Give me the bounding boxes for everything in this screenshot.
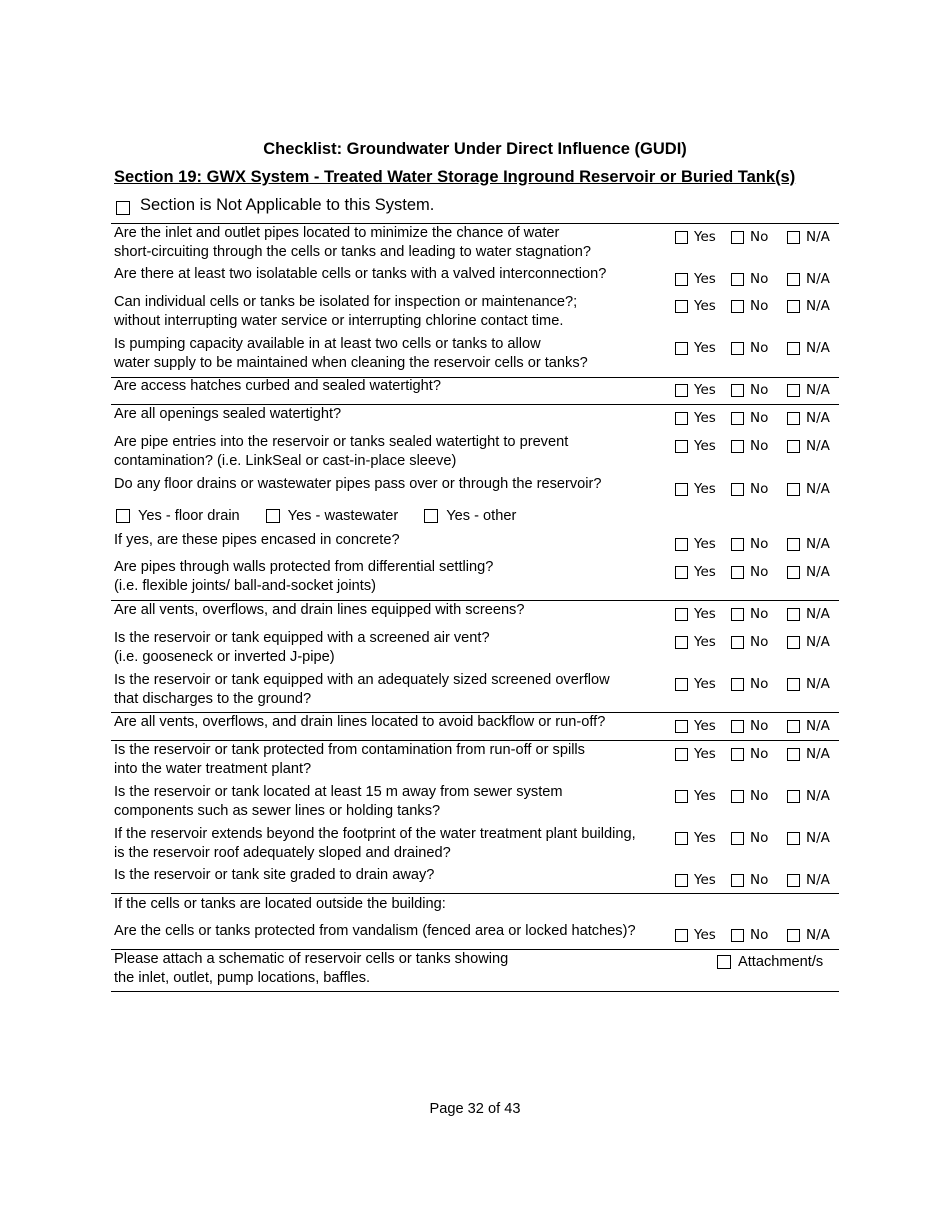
option-no[interactable] bbox=[731, 410, 768, 426]
not-applicable-option[interactable] bbox=[116, 196, 434, 215]
option-yes[interactable] bbox=[675, 481, 716, 497]
no-label: No bbox=[750, 410, 769, 426]
yes-label: Yes bbox=[694, 746, 716, 762]
no-checkbox[interactable] bbox=[731, 790, 744, 803]
yes-checkbox[interactable] bbox=[675, 929, 688, 942]
na-checkbox[interactable] bbox=[787, 636, 800, 649]
option-yes[interactable] bbox=[675, 746, 716, 762]
question-line-1: Is the reservoir or tank protected from contamination from run-off or spills bbox=[114, 742, 585, 758]
no-label: No bbox=[750, 927, 769, 943]
question-line-1: If the reservoir extends beyond the footprint of the water treatment plant building, bbox=[114, 826, 636, 842]
divider bbox=[111, 893, 839, 894]
yes-label: Yes bbox=[694, 564, 716, 580]
question-text bbox=[114, 265, 606, 284]
no-label: No bbox=[750, 382, 769, 398]
option-no[interactable] bbox=[731, 634, 768, 650]
no-checkbox[interactable] bbox=[731, 300, 744, 313]
attachment-checkbox[interactable] bbox=[717, 955, 731, 969]
no-checkbox[interactable] bbox=[731, 538, 744, 551]
na-label: N/A bbox=[806, 788, 830, 804]
yes-checkbox[interactable] bbox=[675, 300, 688, 313]
no-checkbox[interactable] bbox=[731, 929, 744, 942]
floor-drain-option[interactable] bbox=[116, 508, 240, 524]
question-text bbox=[114, 629, 490, 667]
no-label: No bbox=[750, 746, 769, 762]
option-yes[interactable] bbox=[675, 606, 716, 622]
wastewater-label: Yes - wastewater bbox=[287, 508, 399, 524]
question-line-1: Do any floor drains or wastewater pipes pass over or through the reservoir? bbox=[114, 476, 602, 492]
question-text bbox=[114, 475, 602, 494]
question-text bbox=[114, 866, 434, 885]
yes-checkbox[interactable] bbox=[675, 790, 688, 803]
yes-checkbox[interactable] bbox=[675, 483, 688, 496]
no-checkbox[interactable] bbox=[731, 384, 744, 397]
divider bbox=[111, 740, 839, 741]
option-no[interactable] bbox=[731, 298, 768, 314]
question-line-1: Is the reservoir or tank located at least 15 m away from sewer system bbox=[114, 784, 563, 800]
question-text bbox=[114, 601, 524, 620]
option-na[interactable] bbox=[787, 830, 830, 846]
divider bbox=[111, 712, 839, 713]
option-no[interactable] bbox=[731, 872, 768, 888]
option-na[interactable] bbox=[787, 298, 830, 314]
yes-checkbox[interactable] bbox=[675, 748, 688, 761]
yes-label: Yes bbox=[694, 536, 716, 552]
yes-checkbox[interactable] bbox=[675, 412, 688, 425]
no-checkbox[interactable] bbox=[731, 608, 744, 621]
na-checkbox[interactable] bbox=[787, 300, 800, 313]
question-line-2: into the water treatment plant? bbox=[114, 761, 312, 777]
no-checkbox[interactable] bbox=[731, 342, 744, 355]
no-label: No bbox=[750, 438, 769, 454]
option-na[interactable] bbox=[787, 788, 830, 804]
no-checkbox[interactable] bbox=[731, 483, 744, 496]
attach-instruction bbox=[114, 950, 508, 988]
no-label: No bbox=[750, 229, 769, 245]
option-yes[interactable] bbox=[675, 788, 716, 804]
option-na[interactable] bbox=[787, 481, 830, 497]
na-label: N/A bbox=[806, 927, 830, 943]
na-label: N/A bbox=[806, 382, 830, 398]
yes-checkbox[interactable] bbox=[675, 231, 688, 244]
question-line-1: Is the reservoir or tank equipped with an adequately sized screened overflow bbox=[114, 672, 610, 688]
option-yes[interactable] bbox=[675, 536, 716, 552]
option-yes[interactable] bbox=[675, 872, 716, 888]
no-label: No bbox=[750, 830, 769, 846]
option-na[interactable] bbox=[787, 438, 830, 454]
no-label: No bbox=[750, 536, 769, 552]
na-checkbox[interactable] bbox=[787, 929, 800, 942]
outside-building-label: If the cells or tanks are located outside the building: bbox=[114, 896, 446, 912]
divider bbox=[111, 377, 839, 378]
no-checkbox[interactable] bbox=[731, 874, 744, 887]
option-na[interactable] bbox=[787, 746, 830, 762]
question-line-1: Are all openings sealed watertight? bbox=[114, 406, 342, 422]
yes-label: Yes bbox=[694, 634, 716, 650]
question-line-2: (i.e. flexible joints/ ball-and-socket joints) bbox=[114, 578, 376, 594]
yes-label: Yes bbox=[694, 872, 716, 888]
option-no[interactable] bbox=[731, 746, 768, 762]
question-text bbox=[114, 741, 585, 779]
question-line-2: water supply to be maintained when cleaning the reservoir cells or tanks? bbox=[114, 355, 588, 371]
no-label: No bbox=[750, 606, 769, 622]
attachment-label: Attachment/s bbox=[738, 954, 824, 970]
option-no[interactable] bbox=[731, 927, 768, 943]
na-label: N/A bbox=[806, 830, 830, 846]
option-no[interactable] bbox=[731, 481, 768, 497]
na-label: N/A bbox=[806, 536, 830, 552]
yes-checkbox[interactable] bbox=[675, 636, 688, 649]
na-label: N/A bbox=[806, 746, 830, 762]
option-no[interactable] bbox=[731, 606, 768, 622]
na-label: N/A bbox=[806, 676, 830, 692]
no-label: No bbox=[750, 872, 769, 888]
na-label: N/A bbox=[806, 298, 830, 314]
question-text bbox=[114, 293, 577, 331]
na-label: N/A bbox=[806, 410, 830, 426]
option-no[interactable] bbox=[731, 718, 768, 734]
question-line-1: Are the cells or tanks protected from vandalism (fenced area or locked hatches)? bbox=[114, 923, 636, 939]
question-line-2: components such as sewer lines or holding tanks? bbox=[114, 803, 441, 819]
option-na[interactable] bbox=[787, 229, 830, 245]
yes-label: Yes bbox=[694, 340, 716, 356]
attachment-option[interactable] bbox=[717, 954, 823, 970]
question-line-1: Are all vents, overflows, and drain lines located to avoid backflow or run-off? bbox=[114, 714, 606, 730]
yes-checkbox[interactable] bbox=[675, 720, 688, 733]
na-checkbox[interactable] bbox=[787, 566, 800, 579]
option-yes[interactable] bbox=[675, 676, 716, 692]
question-line-1: If yes, are these pipes encased in concrete? bbox=[114, 532, 400, 548]
option-na[interactable] bbox=[787, 718, 830, 734]
question-text bbox=[114, 783, 563, 821]
na-label: N/A bbox=[806, 872, 830, 888]
yes-checkbox[interactable] bbox=[675, 678, 688, 691]
na-checkbox[interactable] bbox=[787, 231, 800, 244]
yes-checkbox[interactable] bbox=[675, 874, 688, 887]
na-checkbox[interactable] bbox=[787, 440, 800, 453]
na-label: N/A bbox=[806, 340, 830, 356]
option-na[interactable] bbox=[787, 606, 830, 622]
option-no[interactable] bbox=[731, 676, 768, 692]
no-checkbox[interactable] bbox=[731, 273, 744, 286]
divider bbox=[111, 223, 839, 224]
option-no[interactable] bbox=[731, 830, 768, 846]
option-no[interactable] bbox=[731, 271, 768, 287]
yes-label: Yes bbox=[694, 481, 716, 497]
no-checkbox[interactable] bbox=[731, 440, 744, 453]
option-yes[interactable] bbox=[675, 410, 716, 426]
question-line-2: short-circuiting through the cells or tanks and leading to water stagnation? bbox=[114, 244, 592, 260]
question-line-1: Is pumping capacity available in at least two cells or tanks to allow bbox=[114, 336, 541, 352]
na-label: N/A bbox=[806, 481, 830, 497]
na-checkbox[interactable] bbox=[787, 483, 800, 496]
option-no[interactable] bbox=[731, 340, 768, 356]
question-line-2: that discharges to the ground? bbox=[114, 691, 312, 707]
no-label: No bbox=[750, 340, 769, 356]
yes-label: Yes bbox=[694, 298, 716, 314]
na-label: N/A bbox=[806, 229, 830, 245]
question-text bbox=[114, 377, 441, 396]
question-line-1: Are there at least two isolatable cells or tanks with a valved interconnection? bbox=[114, 266, 607, 282]
option-na[interactable] bbox=[787, 382, 830, 398]
question-line-1: Are the inlet and outlet pipes located to minimize the chance of water bbox=[114, 225, 560, 241]
no-label: No bbox=[750, 718, 769, 734]
no-checkbox[interactable] bbox=[731, 231, 744, 244]
question-line-1: Are pipes through walls protected from differential settling? bbox=[114, 559, 494, 575]
yes-checkbox[interactable] bbox=[675, 538, 688, 551]
no-label: No bbox=[750, 564, 769, 580]
option-yes[interactable] bbox=[675, 438, 716, 454]
no-checkbox[interactable] bbox=[731, 720, 744, 733]
divider bbox=[111, 404, 839, 405]
floor-drain-checkbox[interactable] bbox=[116, 509, 130, 523]
divider bbox=[111, 949, 839, 950]
option-no[interactable] bbox=[731, 788, 768, 804]
option-yes[interactable] bbox=[675, 298, 716, 314]
floor-drain-label: Yes - floor drain bbox=[138, 508, 240, 524]
na-checkbox[interactable] bbox=[787, 342, 800, 355]
question-line-2: contamination? (i.e. LinkSeal or cast-in-place sleeve) bbox=[114, 453, 457, 469]
yes-checkbox[interactable] bbox=[675, 440, 688, 453]
no-label: No bbox=[750, 788, 769, 804]
no-label: No bbox=[750, 634, 769, 650]
no-checkbox[interactable] bbox=[731, 748, 744, 761]
yes-checkbox[interactable] bbox=[675, 566, 688, 579]
na-checkbox[interactable] bbox=[787, 790, 800, 803]
option-na[interactable] bbox=[787, 536, 830, 552]
yes-label: Yes bbox=[694, 271, 716, 287]
question-line-1: Are access hatches curbed and sealed watertight? bbox=[114, 378, 441, 394]
no-label: No bbox=[750, 298, 769, 314]
option-no[interactable] bbox=[731, 564, 768, 580]
question-line-1: Are all vents, overflows, and drain lines equipped with screens? bbox=[114, 602, 525, 618]
na-label: N/A bbox=[806, 634, 830, 650]
na-label: N/A bbox=[806, 606, 830, 622]
no-label: No bbox=[750, 676, 769, 692]
na-checkbox[interactable] bbox=[787, 273, 800, 286]
question-text bbox=[114, 922, 636, 941]
yes-checkbox[interactable] bbox=[675, 342, 688, 355]
option-yes[interactable] bbox=[675, 927, 716, 943]
option-na[interactable] bbox=[787, 927, 830, 943]
na-label: N/A bbox=[806, 438, 830, 454]
na-label: N/A bbox=[806, 718, 830, 734]
na-checkbox[interactable] bbox=[787, 384, 800, 397]
na-checkbox[interactable] bbox=[787, 720, 800, 733]
yes-label: Yes bbox=[694, 606, 716, 622]
yes-label: Yes bbox=[694, 410, 716, 426]
option-na[interactable] bbox=[787, 564, 830, 580]
page-title: Checklist: Groundwater Under Direct Influence (GUDI) bbox=[263, 140, 687, 158]
option-na[interactable] bbox=[787, 676, 830, 692]
yes-checkbox[interactable] bbox=[675, 384, 688, 397]
na-label: N/A bbox=[806, 564, 830, 580]
yes-label: Yes bbox=[694, 927, 716, 943]
option-yes[interactable] bbox=[675, 382, 716, 398]
na-checkbox[interactable] bbox=[787, 412, 800, 425]
question-text bbox=[114, 335, 588, 373]
page-number: Page 32 of 43 bbox=[429, 1101, 521, 1117]
question-line-1: Can individual cells or tanks be isolated for inspection or maintenance?; bbox=[114, 294, 578, 310]
no-label: No bbox=[750, 481, 769, 497]
option-yes[interactable] bbox=[675, 718, 716, 734]
na-checkbox[interactable] bbox=[787, 678, 800, 691]
question-text bbox=[114, 825, 636, 863]
option-no[interactable] bbox=[731, 438, 768, 454]
section-title: Section 19: GWX System - Treated Water Storage Inground Reservoir or Buried Tank(s) bbox=[114, 168, 796, 186]
na-label: N/A bbox=[806, 271, 830, 287]
option-yes[interactable] bbox=[675, 564, 716, 580]
attach-instruction-line-2: the inlet, outlet, pump locations, baffles. bbox=[114, 970, 371, 986]
question-line-1: Is the reservoir or tank equipped with a screened air vent? bbox=[114, 630, 490, 646]
option-yes[interactable] bbox=[675, 340, 716, 356]
no-checkbox[interactable] bbox=[731, 636, 744, 649]
na-checkbox[interactable] bbox=[787, 874, 800, 887]
yes-label: Yes bbox=[694, 718, 716, 734]
na-checkbox[interactable] bbox=[787, 832, 800, 845]
other-label: Yes - other bbox=[446, 508, 517, 524]
question-text bbox=[114, 713, 605, 732]
yes-checkbox[interactable] bbox=[675, 608, 688, 621]
question-line-2: is the reservoir roof adequately sloped and drained? bbox=[114, 845, 451, 861]
question-text bbox=[114, 558, 493, 596]
not-applicable-label: Section is Not Applicable to this System. bbox=[140, 196, 435, 214]
question-line-1: Are pipe entries into the reservoir or tanks sealed watertight to prevent bbox=[114, 434, 569, 450]
question-text bbox=[114, 433, 568, 471]
option-yes[interactable] bbox=[675, 271, 716, 287]
no-checkbox[interactable] bbox=[731, 412, 744, 425]
yes-label: Yes bbox=[694, 229, 716, 245]
no-label: No bbox=[750, 271, 769, 287]
option-yes[interactable] bbox=[675, 229, 716, 245]
question-line-1: Is the reservoir or tank site graded to drain away? bbox=[114, 867, 435, 883]
question-line-2: (i.e. gooseneck or inverted J-pipe) bbox=[114, 649, 335, 665]
other-checkbox[interactable] bbox=[424, 509, 438, 523]
question-text bbox=[114, 405, 341, 424]
option-na[interactable] bbox=[787, 340, 830, 356]
yes-checkbox[interactable] bbox=[675, 273, 688, 286]
yes-label: Yes bbox=[694, 788, 716, 804]
question-text bbox=[114, 531, 400, 550]
no-checkbox[interactable] bbox=[731, 678, 744, 691]
na-checkbox[interactable] bbox=[787, 538, 800, 551]
attach-instruction-line-1: Please attach a schematic of reservoir cells or tanks showing bbox=[114, 951, 509, 967]
no-checkbox[interactable] bbox=[731, 566, 744, 579]
option-na[interactable] bbox=[787, 634, 830, 650]
not-applicable-checkbox[interactable] bbox=[116, 201, 130, 215]
wastewater-option[interactable] bbox=[266, 508, 399, 524]
option-yes[interactable] bbox=[675, 830, 716, 846]
divider bbox=[111, 991, 839, 992]
option-yes[interactable] bbox=[675, 634, 716, 650]
question-text bbox=[114, 671, 610, 709]
yes-checkbox[interactable] bbox=[675, 832, 688, 845]
option-no[interactable] bbox=[731, 382, 768, 398]
yes-label: Yes bbox=[694, 830, 716, 846]
na-checkbox[interactable] bbox=[787, 608, 800, 621]
yes-label: Yes bbox=[694, 438, 716, 454]
wastewater-checkbox[interactable] bbox=[266, 509, 280, 523]
divider bbox=[111, 600, 839, 601]
yes-label: Yes bbox=[694, 382, 716, 398]
option-no[interactable] bbox=[731, 536, 768, 552]
other-option[interactable] bbox=[424, 508, 516, 524]
option-na[interactable] bbox=[787, 271, 830, 287]
option-na[interactable] bbox=[787, 872, 830, 888]
yes-label: Yes bbox=[694, 676, 716, 692]
na-checkbox[interactable] bbox=[787, 748, 800, 761]
question-text bbox=[114, 224, 591, 262]
no-checkbox[interactable] bbox=[731, 832, 744, 845]
floor-drain-options bbox=[116, 508, 542, 524]
option-na[interactable] bbox=[787, 410, 830, 426]
option-no[interactable] bbox=[731, 229, 768, 245]
question-line-2: without interrupting water service or interrupting chlorine contact time. bbox=[114, 313, 564, 329]
